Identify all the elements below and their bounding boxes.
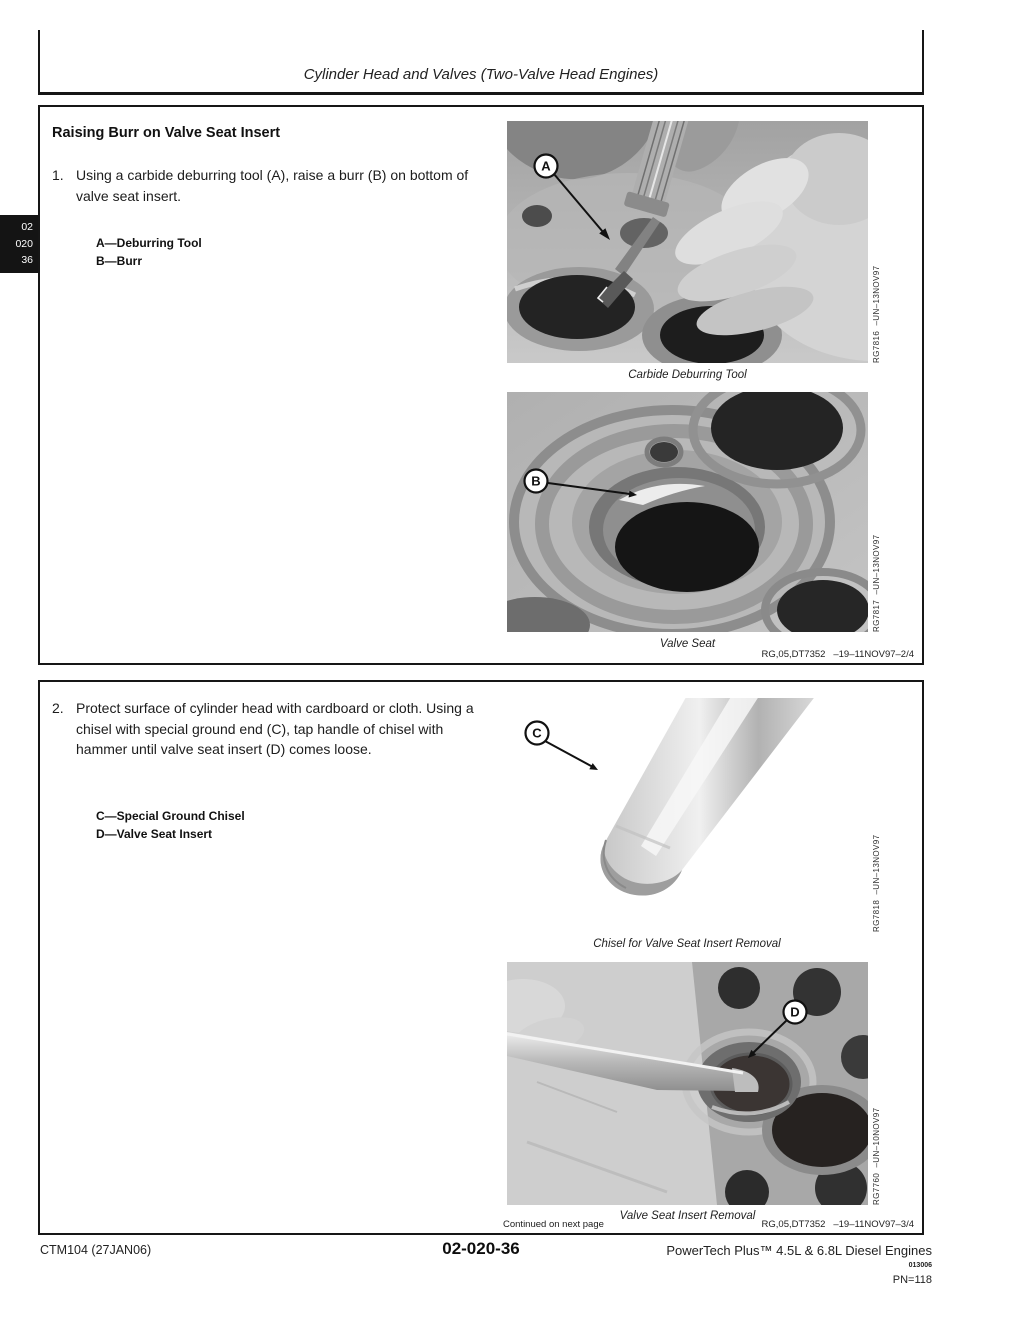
section-2-revision-code: RG,05,DT7352 –19–11NOV97–3/4 bbox=[761, 1219, 914, 1230]
figure-chisel bbox=[520, 698, 875, 932]
figure-3-caption: Chisel for Valve Seat Insert Removal bbox=[593, 938, 781, 950]
figure-1-caption: Carbide Deburring Tool bbox=[628, 369, 747, 381]
step-2-text: Protect surface of cylinder head with cardboard or cloth. Using a chisel with special ground end (C), tap handle of chisel with hammer until valve seat insert (D) comes loose. bbox=[76, 700, 474, 757]
legend-ab bbox=[96, 235, 202, 270]
callout-d-letter: D bbox=[790, 1004, 800, 1020]
figure-2-caption: Valve Seat bbox=[659, 638, 716, 650]
legend-item-c: C—Special Ground Chisel bbox=[96, 809, 245, 823]
step-2-number: 2. bbox=[52, 700, 64, 716]
figure-1-image-code: RG7816 –UN–13NOV97 bbox=[872, 265, 881, 363]
figure-4-caption: Valve Seat Insert Removal bbox=[619, 1210, 756, 1222]
section-insert-removal bbox=[38, 680, 924, 1235]
section-raising-burr bbox=[38, 105, 924, 665]
callout-b-letter: B bbox=[531, 473, 541, 489]
callout-c-letter: C bbox=[532, 725, 542, 741]
legend-item-b: B—Burr bbox=[96, 253, 143, 268]
legend-item-d: D—Valve Seat Insert bbox=[96, 826, 213, 841]
figure-valve-seat bbox=[507, 392, 868, 632]
figure-3-image-code: RG7818 –UN–13NOV97 bbox=[872, 834, 881, 932]
footer-manual-id: CTM104 (27JAN06) bbox=[40, 1243, 152, 1257]
continued-note: Continued on next page bbox=[503, 1219, 604, 1230]
running-header-title: Cylinder Head and Valves (Two-Valve Head Engines) bbox=[303, 66, 659, 83]
section-1-revision-code: RG,05,DT7352 –19–11NOV97–2/4 bbox=[761, 649, 914, 660]
chisel-illustration bbox=[520, 698, 875, 932]
legend-cd bbox=[96, 808, 245, 843]
tab-section-number: 020 bbox=[15, 237, 33, 250]
deburring-tool-photo-illustration bbox=[507, 121, 868, 363]
running-header bbox=[38, 30, 924, 95]
footer-page-number: 02-020-36 bbox=[442, 1239, 520, 1258]
valve-seat-photo-illustration bbox=[507, 392, 868, 632]
legend-item-a: A—Deburring Tool bbox=[96, 236, 202, 250]
step-1-text: Using a carbide deburring tool (A), raise a burr (B) on bottom of valve seat insert. bbox=[76, 167, 469, 204]
footer-pn: PN=118 bbox=[892, 1274, 932, 1286]
insert-removal-photo-illustration bbox=[507, 962, 868, 1205]
step-2 bbox=[52, 698, 496, 760]
step-1-number: 1. bbox=[52, 167, 64, 183]
step-1 bbox=[52, 165, 496, 206]
callout-a-letter: A bbox=[541, 158, 551, 174]
footer-manual-title: PowerTech Plus™ 4.5L & 6.8L Diesel Engines bbox=[666, 1243, 932, 1258]
section-title: Raising Burr on Valve Seat Insert bbox=[52, 125, 281, 141]
figure-4-image-code: RG7760 –UN–10NOV97 bbox=[872, 1107, 881, 1205]
footer-print-code: 013006 bbox=[908, 1262, 932, 1269]
tab-group-number: 02 bbox=[21, 221, 33, 233]
figure-2-image-code: RG7817 –UN–13NOV97 bbox=[872, 534, 881, 632]
tab-page-number: 36 bbox=[21, 254, 33, 266]
figure-insert-removal bbox=[507, 962, 868, 1205]
figure-carbide-deburring-tool bbox=[507, 121, 868, 363]
section-thumb-tab bbox=[0, 215, 38, 273]
